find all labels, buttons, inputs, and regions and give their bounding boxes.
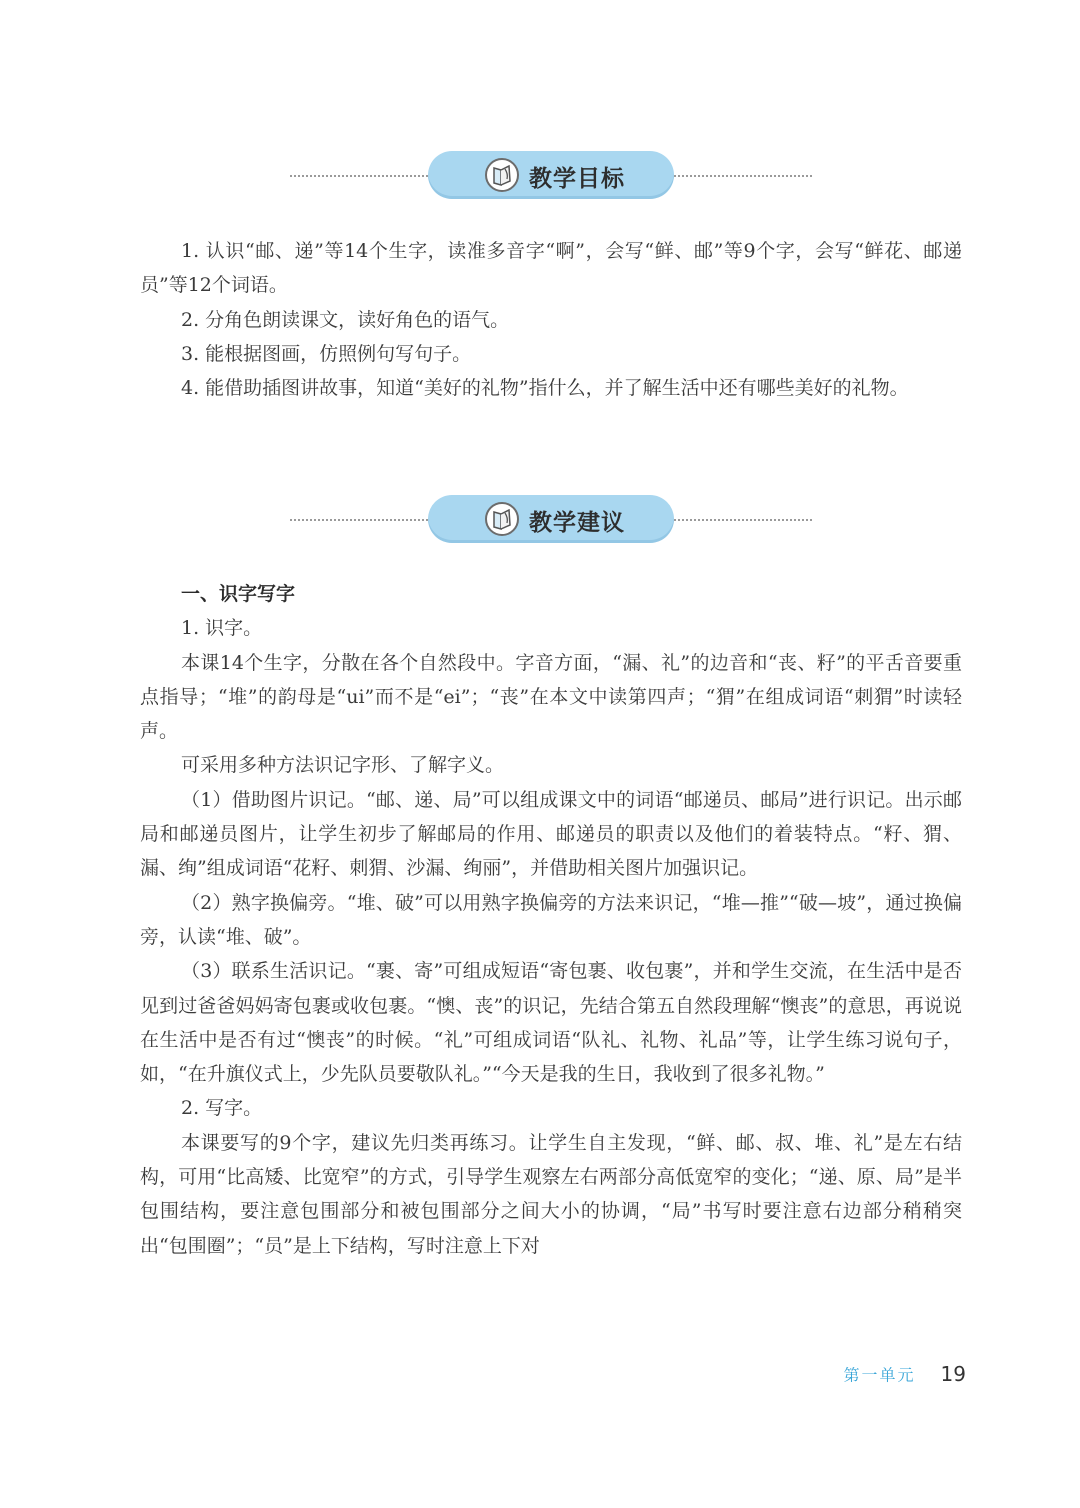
- section-title-pill: [428, 495, 674, 543]
- dotted-rule-left: [290, 519, 428, 521]
- goal-item: 1. 认识“邮、递”等14个生字，读准多音字“啊”，会写“鲜、邮”等9个字，会写“鲜花、邮递员”等12个词语。: [140, 240, 962, 297]
- unit-label: 第一单元: [843, 1365, 916, 1385]
- subsection-heading: 一、识字写字: [181, 583, 296, 605]
- paragraph: 本课14个生字，分散在各个自然段中。字音方面，“漏、礼”的边音和“丧、籽”的平舌音要重点指导；“堆”的韵母是“ui”而不是“ei”；“丧”在本文中读第四声；“猬”在组成词语“刺猬”时读轻声。: [140, 651, 962, 743]
- page-footer: [843, 1362, 966, 1388]
- paragraph: （3）联系生活识记。“裹、寄”可组成短语“寄包裹、收包裹”，并和学生交流，在生活中是否见到过爸爸妈妈寄包裹或收包裹。“懊、丧”的识记，先结合第五自然段理解“懊丧”的意思，再说说在生活中是否有过“懊丧”的时候。“礼”可组成词语“队礼、礼物、礼品”等，让学生练习说句子，如，“在升旗仪式上，少先队员要敬队礼。”“今天是我的生日，我收到了很多礼物。”: [140, 960, 962, 1086]
- paragraph: 可采用多种方法识记字形、了解字义。: [181, 754, 505, 777]
- item-label: 2. 写字。: [181, 1097, 263, 1120]
- paragraph: （2）熟字换偏旁。“堆、破”可以用熟字换偏旁的方法来识记，“堆—推”“破—坡”，通过换偏旁，认读“堆、破”。: [140, 891, 962, 948]
- section-header-goals: [290, 151, 812, 201]
- item-label: 1. 识字。: [181, 617, 263, 640]
- dotted-rule-left: [290, 175, 428, 177]
- section-header-advice: [290, 495, 812, 545]
- section-title: 教学建议: [529, 510, 625, 536]
- book-icon: [484, 501, 520, 537]
- dotted-rule-right: [674, 519, 812, 521]
- paragraph: （1）借助图片识记。“邮、递、局”可以组成课文中的词语“邮递员、邮局”进行识记。出示邮局和邮递员图片，让学生初步了解邮局的作用、邮递员的职责以及他们的着装特点。“籽、猬、漏、绚”组成词语“花籽、刺猬、沙漏、绚丽”，并借助相关图片加强识记。: [140, 788, 962, 880]
- goal-item: 4. 能借助插图讲故事，知道“美好的礼物”指什么，并了解生活中还有哪些美好的礼物。: [181, 377, 909, 400]
- goal-item: 2. 分角色朗读课文，读好角色的语气。: [181, 308, 510, 331]
- goal-item: 3. 能根据图画，仿照例句写句子。: [181, 342, 472, 365]
- teaching-advice: [140, 577, 962, 1263]
- teaching-goals: [140, 234, 962, 405]
- page-number: 19: [940, 1362, 966, 1386]
- paragraph: 本课要写的9个字，建议先归类再练习。让学生自主发现，“鲜、邮、叔、堆、礼”是左右结构，可用“比高矮、比宽窄”的方式，引导学生观察左右两部分高低宽窄的变化；“递、原、局”是半包围结构，要注意包围部分和被包围部分之间大小的协调，“局”书写时要注意右边部分稍稍突出“包围圈”；“员”是上下结构，写时注意上下对: [140, 1131, 962, 1257]
- book-icon: [484, 157, 520, 193]
- dotted-rule-right: [674, 175, 812, 177]
- section-title: 教学目标: [529, 166, 625, 192]
- section-title-pill: [428, 151, 674, 199]
